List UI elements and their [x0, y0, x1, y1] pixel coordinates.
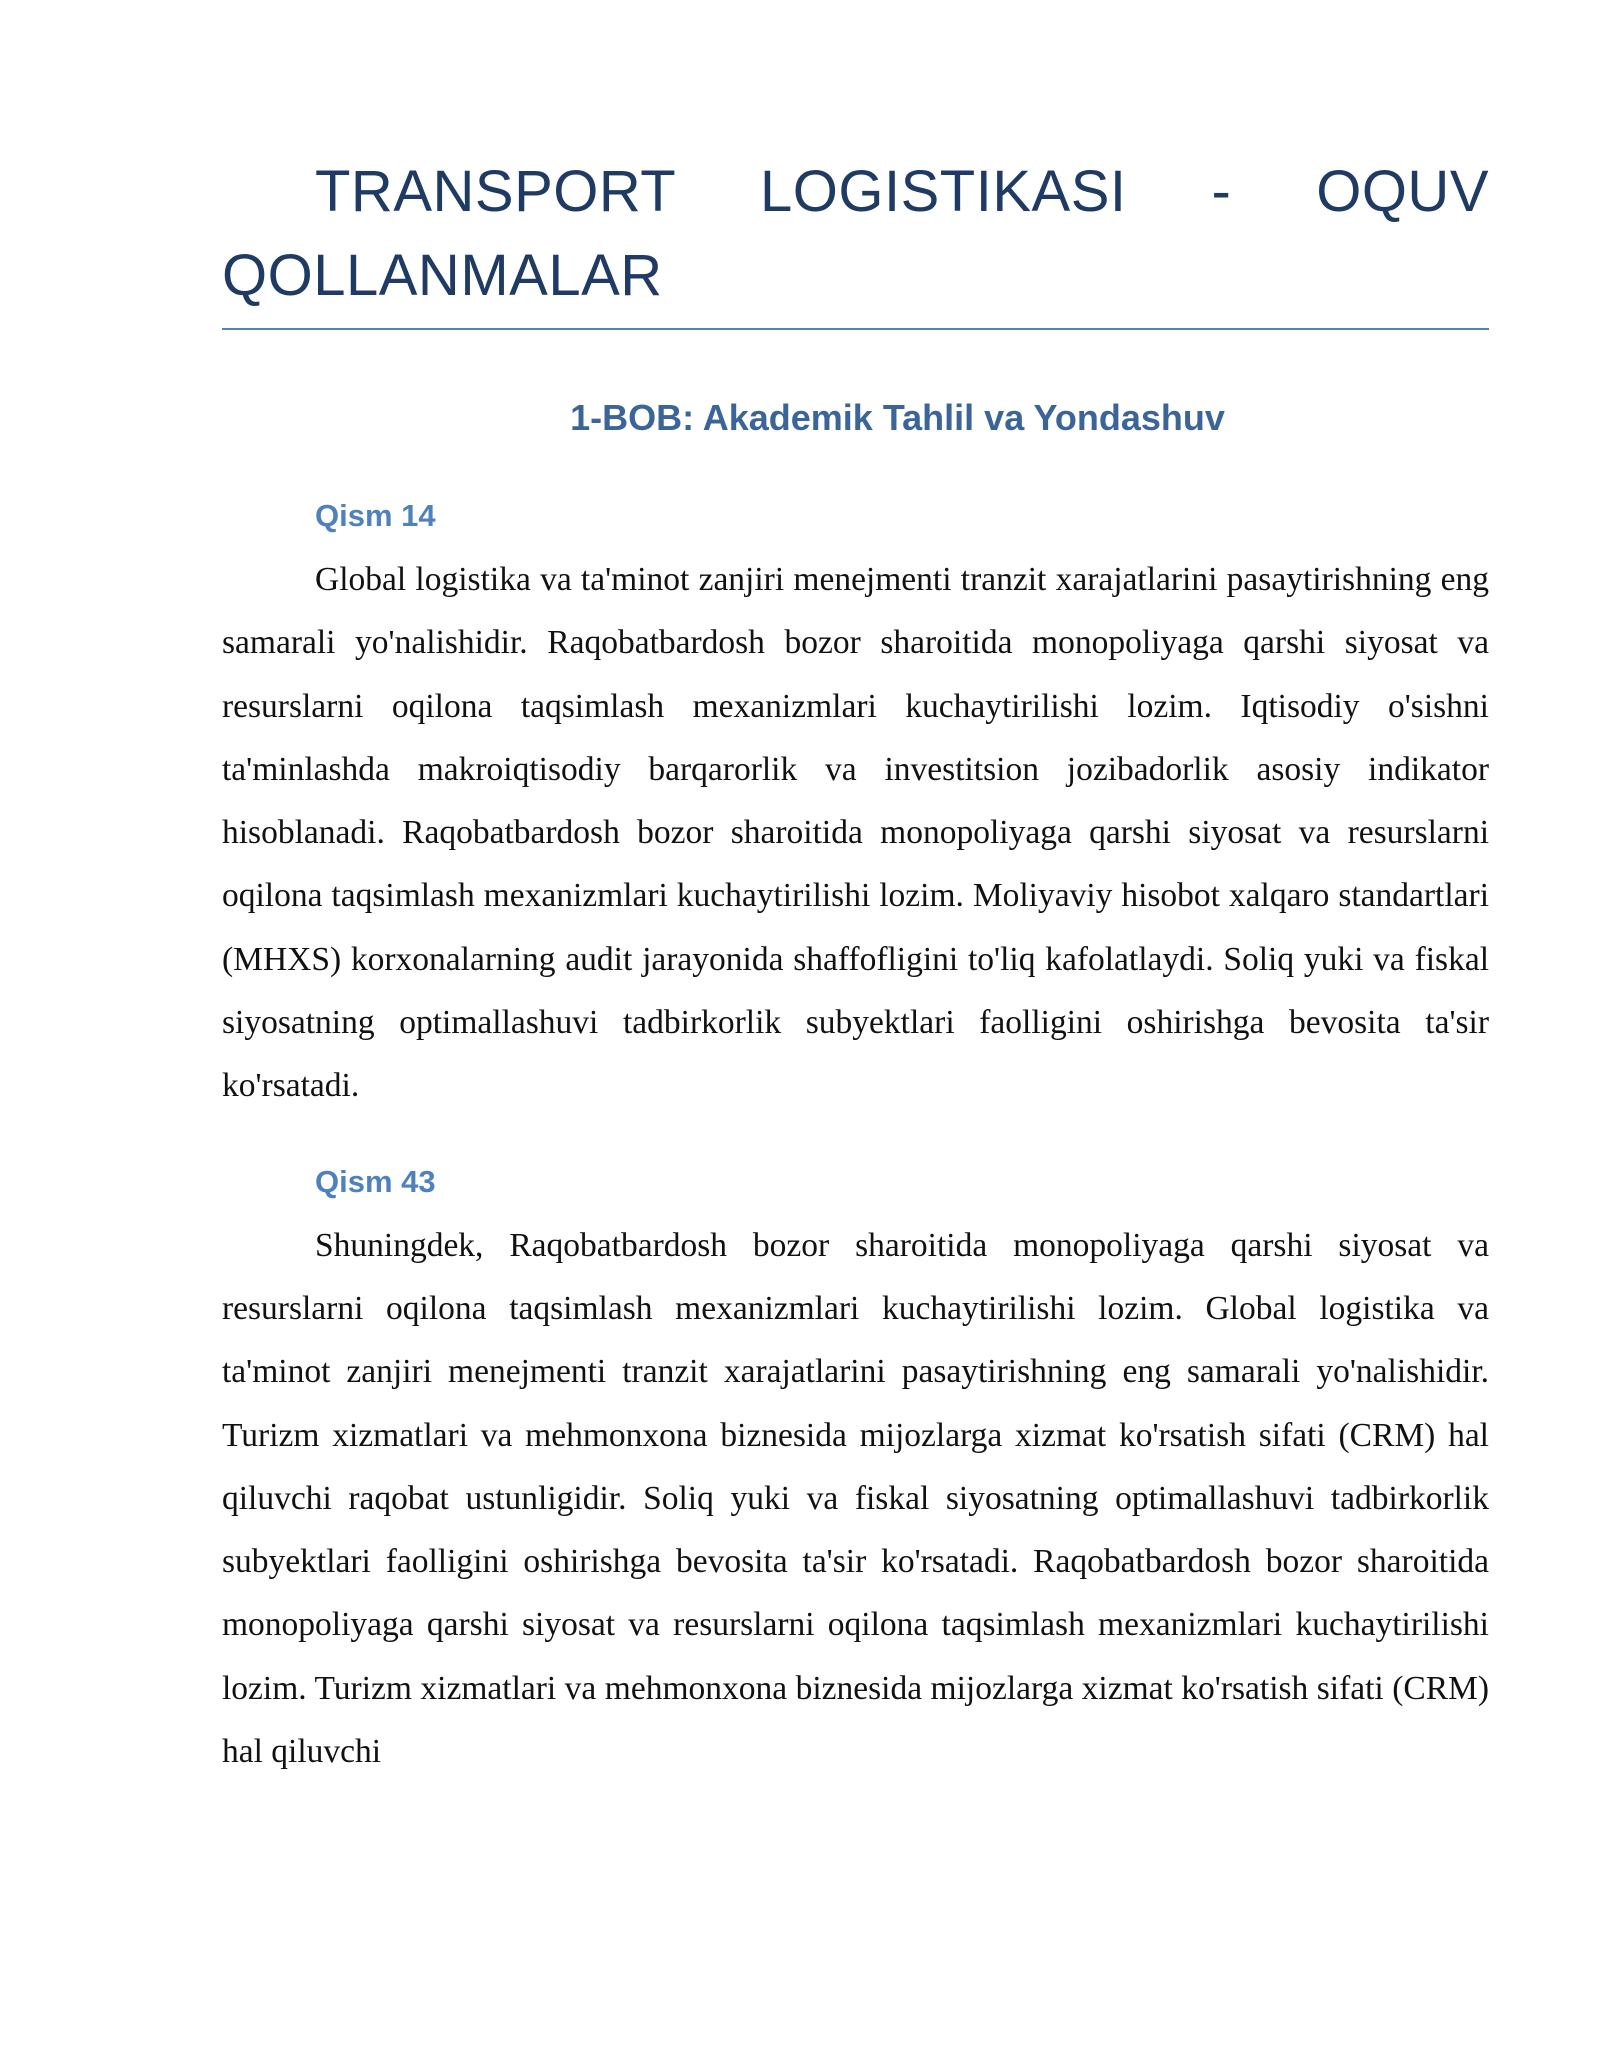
section-heading: Qism 43 — [315, 1163, 436, 1199]
chapter-heading: 1-BOB: Akademik Tahlil va Yondashuv — [570, 397, 1225, 438]
document-page — [222, 150, 1489, 1783]
document-title: TRANSPORT LOGISTIKASI - OQUV QOLLANMALAR — [222, 159, 1489, 308]
section-heading: Qism 14 — [315, 498, 436, 533]
title-divider — [222, 328, 1489, 330]
section-qism-14 — [222, 494, 1489, 1118]
section-qism-43 — [222, 1160, 1489, 1784]
section-paragraph: Shuningdek, Raqobatbardosh bozor sharoitida monopoliyaga qarshi siyosat va resurslarni oqilona taqsimlash mexanizmlari kuchaytirilishi lozim. Global logistika va ta'minot zanjiri menejmenti tranzit xarajatlarini pasaytirishning eng samarali yo'nalishidir. Turizm xizmatlari va mehmonxona biznesida mijozlarga xizmat ko'rsatish sifati (CRM) hal qiluvchi raqobat ustunligidir. Soliq yuki va fiskal siyosatning optimallashuvi tadbirkorlik subyektlari faolligini oshirishga bevosita ta'sir ko'rsatadi. Raqobatbardosh bozor sharoitida monopoliyaga qarshi siyosat va resurslarni oqilona taqsimlash mexanizmlari kuchaytirilishi lozim. Turizm xizmatlari va mehmonxona biznesida mijozlarga xizmat ko'rsatish sifati (CRM) hal qiluvchi — [222, 1226, 1489, 1771]
section-paragraph: Global logistika va ta'minot zanjiri menejmenti tranzit xarajatlarini pasaytirishning eng samarali yo'nalishidir. Raqobatbardosh bozor sharoitida monopoliyaga qarshi siyosat va resurslarni oqilona taqsimlash mexanizmlari kuchaytirilishi lozim. Iqtisodiy o'sishni ta'minlashda makroiqtisodiy barqarorlik va investitsion jozibadorlik asosiy indikator hisoblanadi. Raqobatbardosh bozor sharoitida monopoliyaga qarshi siyosat va resurslarni oqilona taqsimlash mexanizmlari kuchaytirilishi lozim. Moliyaviy hisobot xalqaro standartlari (MHXS) korxonalarning audit jarayonida shaffofligini to'liq kafolatlaydi. Soliq yuki va fiskal siyosatning optimallashuvi tadbirkorlik subyektlari faolligini oshirishga bevosita ta'sir ko'rsatadi. — [222, 561, 1489, 1105]
